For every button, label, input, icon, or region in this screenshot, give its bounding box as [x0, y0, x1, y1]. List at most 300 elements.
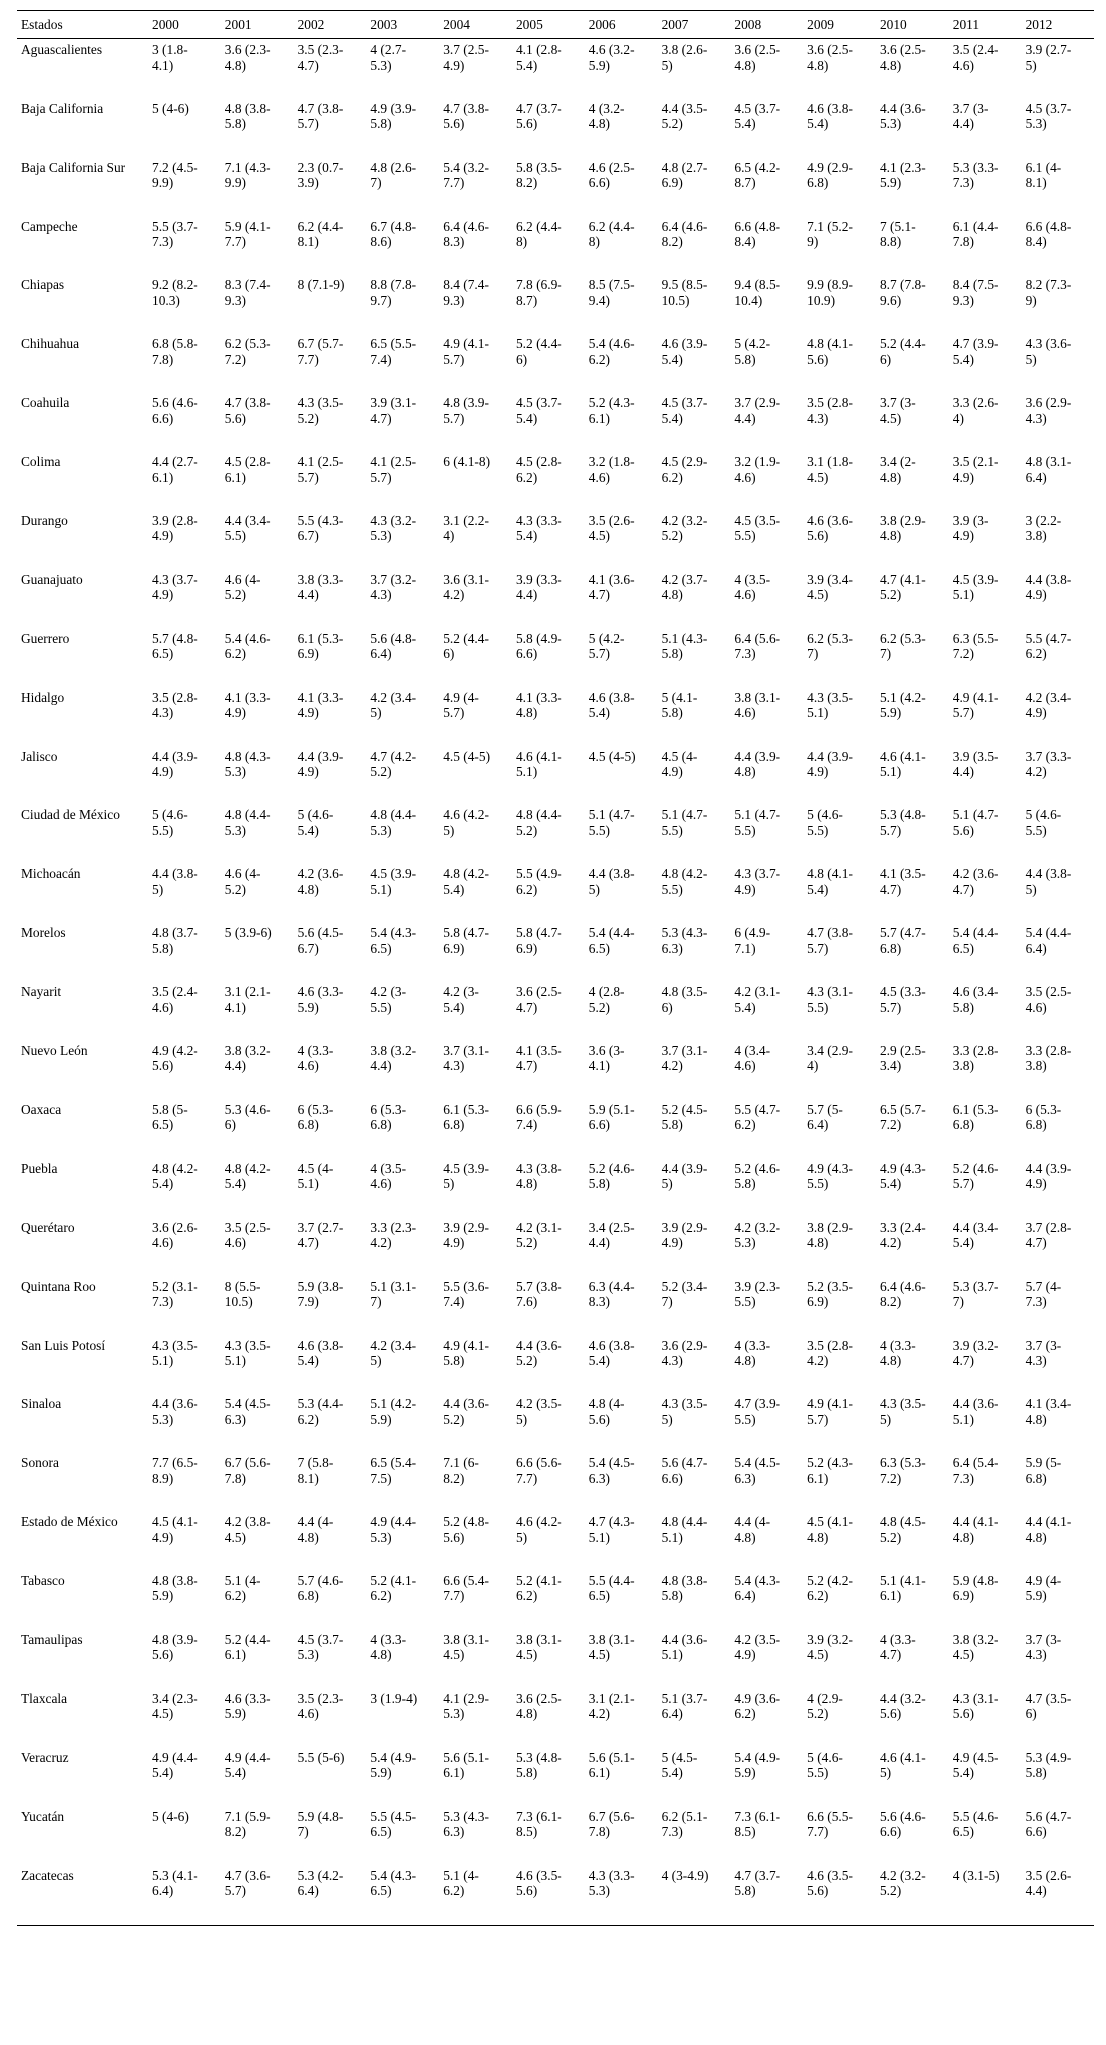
value-text: 4.2 (3.2-5.3) — [734, 1219, 781, 1251]
value-cell — [949, 451, 1022, 510]
value-text: 6 (5.3-6.8) — [370, 1101, 407, 1133]
value-cell — [876, 1629, 949, 1688]
value-text: 4.3 (3.6-5) — [1025, 336, 1072, 367]
value-text: 4.4 (3.8-4.9) — [1025, 571, 1072, 603]
value-cell — [876, 98, 949, 157]
value-text: 3.7 (3-4.5) — [879, 395, 916, 426]
value-cell — [148, 1747, 221, 1806]
value-cell — [1022, 333, 1095, 392]
value-text: 4.3 (3.5-5) — [879, 1396, 926, 1427]
value-text: 4.2 (3.1-5.4) — [734, 984, 781, 1015]
value-text: 4.2 (3.7-4.8) — [661, 571, 708, 603]
value-text: 3.7 (2.9-4.4) — [734, 395, 781, 426]
value-cell — [294, 98, 367, 157]
value-text: 7.2 (4.5-9.9) — [152, 159, 198, 191]
value-cell — [803, 157, 876, 216]
value-cell — [512, 863, 585, 922]
value-text: 4.5 (3.5-5.5) — [734, 513, 781, 544]
value-text: 8.5 (7.5-9.4) — [588, 277, 635, 308]
value-text: 4.3 (3.5-5.1) — [152, 1337, 198, 1368]
value-text: 3.8 (3.2-4.4) — [370, 1043, 417, 1074]
value-cell — [585, 1511, 658, 1570]
state-name-cell: Morelos — [21, 925, 66, 941]
value-cell — [148, 157, 221, 216]
value-cell — [366, 1099, 439, 1158]
value-cell — [366, 157, 439, 216]
value-cell — [148, 628, 221, 687]
value-cell — [1022, 1276, 1095, 1335]
value-text: 4.6 (3.5-5.6) — [515, 1867, 562, 1898]
value-text: 4.6 (3.8-5.4) — [297, 1337, 344, 1368]
value-text: 5.2 (4.8-5.6) — [443, 1514, 489, 1545]
value-text: 6.5 (5.7-7.2) — [879, 1101, 926, 1133]
value-text: 3.5 (2.8-4.3) — [807, 395, 853, 426]
value-cell — [439, 274, 512, 333]
value-text: 4.4 (3.4-5.4) — [952, 1219, 999, 1251]
value-text: 3.7 (3.3-4.2) — [1025, 748, 1072, 779]
value-text: 4.7 (4.2-5.2) — [370, 748, 417, 779]
value-text: 4.8 (4.2-5.4) — [224, 1160, 271, 1192]
value-text: 3.3 (2.6-4) — [952, 395, 999, 426]
value-text: 5 (4.2-5.8) — [734, 336, 771, 367]
value-text: 5.3 (3.7-7) — [952, 1278, 999, 1310]
value-text: 4.7 (3.7-5.6) — [515, 100, 562, 132]
value-cell — [512, 1452, 585, 1511]
value-text: 6.2 (4.4-8) — [515, 218, 562, 249]
value-text: 3.9 (2.9-4.9) — [661, 1219, 708, 1251]
value-text: 4.4 (3.9-4.9) — [152, 748, 198, 779]
value-cell — [512, 1393, 585, 1452]
value-text: 4.8 (4.4-5.2) — [515, 807, 562, 838]
value-cell — [585, 216, 658, 275]
value-text: 3.6 (3.1-4.2) — [443, 571, 489, 603]
state-name-cell: Campeche — [21, 218, 78, 234]
table-row — [17, 1452, 1094, 1511]
value-cell — [512, 1276, 585, 1335]
value-text: 3.9 (3.2-4.7) — [952, 1337, 999, 1368]
value-cell — [439, 687, 512, 746]
value-cell — [512, 981, 585, 1040]
value-cell — [294, 863, 367, 922]
value-cell — [221, 274, 294, 333]
value-cell — [730, 863, 803, 922]
value-text: 3 (1.8-4.1) — [152, 42, 188, 73]
value-text: 6.2 (5.3-7) — [807, 630, 853, 662]
value-cell — [1022, 39, 1095, 98]
value-cell — [294, 746, 367, 805]
table-row — [17, 157, 1094, 216]
value-text: 5.3 (4.8-5.8) — [515, 1749, 562, 1781]
value-text: 3.4 (2-4.8) — [879, 454, 916, 485]
value-text: 4 (3.4-4.6) — [734, 1043, 771, 1074]
column-header-year: 2004 — [439, 11, 512, 39]
value-cell — [876, 746, 949, 805]
value-text: 4.1 (3.3-4.9) — [297, 689, 344, 721]
value-cell — [512, 157, 585, 216]
value-cell — [366, 510, 439, 569]
value-cell — [512, 1688, 585, 1747]
value-text: 3.7 (3-4.3) — [1025, 1337, 1062, 1368]
value-text: 5.4 (4.6-6.2) — [224, 630, 271, 662]
value-text: 4.4 (3.5-5.2) — [661, 100, 708, 132]
value-cell — [512, 510, 585, 569]
value-text: 3.8 (3.1-4.5) — [515, 1631, 562, 1663]
column-header-year: 2001 — [221, 11, 294, 39]
value-text: 5.9 (3.8-7.9) — [297, 1278, 344, 1310]
value-cell — [221, 216, 294, 275]
value-cell — [366, 1158, 439, 1217]
value-text: 3.8 (3.1-4.5) — [588, 1631, 635, 1663]
value-cell — [585, 98, 658, 157]
value-text: 4.1 (3.3-4.9) — [224, 689, 271, 721]
value-text: 4.8 (4.2-5.4) — [443, 866, 489, 897]
value-text: 4.3 (3.5-5.1) — [807, 689, 853, 721]
state-name-cell: Tamaulipas — [21, 1631, 83, 1647]
table-row — [17, 451, 1094, 510]
value-cell — [148, 1217, 221, 1276]
value-text: 4.4 (3.9-4.9) — [297, 748, 344, 779]
value-cell — [148, 1629, 221, 1688]
value-cell — [1022, 1688, 1095, 1747]
value-cell — [439, 157, 512, 216]
value-cell — [949, 157, 1022, 216]
value-cell — [366, 1806, 439, 1865]
value-cell — [294, 1393, 367, 1452]
value-cell — [366, 1629, 439, 1688]
value-cell — [876, 1452, 949, 1511]
state-name-cell: Nayarit — [21, 984, 62, 1000]
value-text: 5.8 (4.7-6.9) — [443, 925, 489, 956]
value-text: 5.2 (4.4-6) — [443, 630, 489, 662]
value-cell — [730, 1158, 803, 1217]
value-cell — [512, 216, 585, 275]
value-cell — [803, 1688, 876, 1747]
value-cell — [439, 863, 512, 922]
value-text: 4.1 (2.3-5.9) — [879, 159, 926, 191]
value-text: 9.4 (8.5-10.4) — [734, 277, 781, 308]
value-text: 3.3 (2.8-3.8) — [952, 1043, 999, 1074]
table-row — [17, 1629, 1094, 1688]
value-text: 5.7 (4.8-6.5) — [152, 630, 198, 662]
value-text: 7.1 (5.2-9) — [807, 218, 853, 249]
value-cell — [585, 510, 658, 569]
value-text: 4.6 (3.8-5.4) — [588, 689, 635, 721]
value-text: 4.2 (3.4-5) — [370, 1337, 417, 1368]
value-cell — [730, 392, 803, 451]
table-row — [17, 1040, 1094, 1099]
value-cell — [730, 39, 803, 98]
value-text: 4.6 (3.8-5.4) — [807, 100, 853, 132]
value-text: 3.6 (2.5-4.8) — [734, 42, 781, 73]
value-cell — [949, 1747, 1022, 1806]
value-text: 4.8 (4.2-5.5) — [661, 866, 708, 897]
value-text: 5 (4.6-5.5) — [807, 807, 843, 838]
value-text: 7.1 (6-8.2) — [443, 1455, 479, 1486]
value-text: 4.2 (3-5.4) — [443, 984, 479, 1015]
value-text: 9.2 (8.2-10.3) — [152, 277, 198, 308]
value-text: 4.5 (2.9-6.2) — [661, 454, 708, 485]
value-cell — [876, 804, 949, 863]
value-text: 4.4 (4-4.8) — [734, 1514, 771, 1545]
value-text: 4.9 (4.4-5.4) — [152, 1749, 198, 1781]
value-cell — [730, 687, 803, 746]
column-header-year: 2009 — [803, 11, 876, 39]
value-cell — [221, 451, 294, 510]
state-name-cell: Michoacán — [21, 866, 81, 882]
value-cell — [439, 1099, 512, 1158]
value-text: 4.7 (4.1-5.2) — [879, 571, 926, 603]
value-cell — [949, 1217, 1022, 1276]
state-name-cell: Quintana Roo — [21, 1278, 96, 1294]
value-text: 3.8 (2.9-4.8) — [807, 1219, 853, 1251]
value-cell — [294, 1806, 367, 1865]
value-cell — [148, 922, 221, 981]
value-cell — [585, 1099, 658, 1158]
state-name-cell: Baja California Sur — [21, 159, 126, 175]
value-cell — [585, 1040, 658, 1099]
value-cell — [148, 1393, 221, 1452]
value-cell — [148, 274, 221, 333]
value-cell — [803, 451, 876, 510]
value-cell — [148, 1688, 221, 1747]
value-cell — [585, 687, 658, 746]
state-name-cell: Hidalgo — [21, 689, 65, 705]
value-cell — [803, 687, 876, 746]
value-text: 5.3 (4.1-6.4) — [152, 1867, 198, 1898]
value-cell — [148, 333, 221, 392]
value-cell — [366, 804, 439, 863]
value-text: 5.8 (4.7-6.9) — [515, 925, 562, 956]
value-text: 4.7 (3.8-5.6) — [224, 395, 271, 426]
value-cell — [949, 333, 1022, 392]
value-text: 4.4 (3.9-4.9) — [1025, 1160, 1072, 1192]
column-header-year: 2007 — [658, 11, 731, 39]
value-text: 5.6 (4.5-6.7) — [297, 925, 344, 956]
table-row — [17, 863, 1094, 922]
data-table — [17, 10, 1094, 1926]
value-cell — [803, 628, 876, 687]
value-cell — [148, 98, 221, 157]
value-cell — [876, 1217, 949, 1276]
value-cell — [585, 1688, 658, 1747]
value-text: 5.1 (4.3-5.8) — [661, 630, 708, 662]
value-text: 4.4 (3.6-5.3) — [879, 100, 926, 132]
value-text: 4.2 (3-5.5) — [370, 984, 407, 1015]
value-cell — [876, 333, 949, 392]
value-cell — [585, 922, 658, 981]
value-text: 3 (2.2-3.8) — [1025, 513, 1062, 544]
value-text: 4.5 (3.7-5.3) — [1025, 100, 1072, 132]
value-cell — [876, 1806, 949, 1865]
value-cell — [803, 1335, 876, 1394]
value-cell — [221, 804, 294, 863]
value-cell — [439, 1158, 512, 1217]
value-cell — [585, 863, 658, 922]
value-cell — [366, 333, 439, 392]
value-text: 4.8 (3.9-5.7) — [443, 395, 489, 426]
value-text: 3.8 (3.3-4.4) — [297, 571, 344, 603]
value-text: 4.7 (3.9-5.5) — [734, 1396, 781, 1427]
value-text: 5.5 (4.4-6.5) — [588, 1573, 635, 1604]
value-text: 3.8 (2.9-4.8) — [879, 513, 926, 544]
table-row — [17, 1099, 1094, 1158]
value-cell — [512, 1335, 585, 1394]
value-cell — [658, 1806, 731, 1865]
value-cell — [1022, 1865, 1095, 1926]
state-name-cell: Sinaloa — [21, 1396, 62, 1412]
value-cell — [148, 216, 221, 275]
value-cell — [949, 98, 1022, 157]
value-cell — [803, 1217, 876, 1276]
value-text: 4.8 (2.7-6.9) — [661, 159, 708, 191]
value-text: 3.7 (3-4.4) — [952, 100, 989, 132]
value-text: 4.3 (3.1-5.6) — [952, 1690, 999, 1722]
value-cell — [1022, 1040, 1095, 1099]
value-cell — [585, 981, 658, 1040]
value-text: 5.5 (4.7-6.2) — [1025, 630, 1072, 662]
value-text: 5.4 (4.4-6.5) — [588, 925, 635, 956]
value-cell — [148, 746, 221, 805]
value-text: 5.3 (4.3-6.3) — [443, 1808, 489, 1840]
value-cell — [148, 569, 221, 628]
value-cell — [949, 274, 1022, 333]
value-text: 4.3 (3.1-5.5) — [807, 984, 853, 1015]
value-cell — [803, 1452, 876, 1511]
value-cell — [730, 569, 803, 628]
value-text: 5.4 (4.9-5.9) — [370, 1749, 417, 1781]
value-text: 4.7 (4.3-5.1) — [588, 1514, 635, 1545]
value-text: 6.6 (5.6-7.7) — [515, 1455, 562, 1486]
value-cell — [658, 1629, 731, 1688]
value-text: 4.6 (4.1-5) — [879, 1749, 926, 1781]
value-text: 5 (4.6-5.5) — [807, 1749, 843, 1781]
value-cell — [803, 98, 876, 157]
value-text: 4.9 (4-5.9) — [1025, 1573, 1062, 1604]
value-cell — [221, 1806, 294, 1865]
value-cell — [221, 981, 294, 1040]
value-cell — [730, 1217, 803, 1276]
state-name-cell: Yucatán — [21, 1808, 65, 1824]
value-cell — [1022, 1747, 1095, 1806]
value-text: 4.3 (3.5-5) — [661, 1396, 708, 1427]
value-text: 4.4 (3.8-5) — [1025, 866, 1072, 897]
column-header-year: 2011 — [949, 11, 1022, 39]
value-text: 4.6 (3.2-5.9) — [588, 42, 635, 73]
value-cell — [439, 804, 512, 863]
value-text: 4.1 (2.5-5.7) — [370, 454, 417, 485]
value-text: 4 (3-4.9) — [661, 1867, 709, 1883]
state-name-cell: Guanajuato — [21, 571, 83, 587]
value-cell — [585, 1335, 658, 1394]
value-cell — [949, 1629, 1022, 1688]
value-cell — [512, 569, 585, 628]
value-cell — [803, 1570, 876, 1629]
value-text: 7.1 (5.9-8.2) — [224, 1808, 271, 1840]
value-cell — [949, 1570, 1022, 1629]
value-cell — [366, 1747, 439, 1806]
value-text: 3.5 (2.3-4.7) — [297, 42, 344, 73]
state-name-cell: Oaxaca — [21, 1101, 62, 1117]
value-text: 6.6 (5.9-7.4) — [515, 1101, 562, 1133]
value-text: 3.4 (2.5-4.4) — [588, 1219, 635, 1251]
value-cell — [1022, 804, 1095, 863]
value-text: 8.7 (7.8-9.6) — [879, 277, 926, 308]
value-text: 4.1 (3.5-4.7) — [515, 1043, 562, 1074]
value-text: 4.4 (3.9-5) — [661, 1160, 708, 1192]
value-cell — [803, 863, 876, 922]
value-cell — [366, 628, 439, 687]
value-cell — [366, 1570, 439, 1629]
value-text: 7.3 (6.1-8.5) — [515, 1808, 562, 1840]
value-cell — [585, 39, 658, 98]
value-cell — [876, 1865, 949, 1926]
value-cell — [658, 1335, 731, 1394]
value-text: 4 (2.8-5.2) — [588, 984, 625, 1015]
value-text: 4.1 (3.6-4.7) — [588, 571, 635, 603]
value-cell — [294, 569, 367, 628]
value-cell — [1022, 157, 1095, 216]
value-cell — [1022, 274, 1095, 333]
value-cell — [221, 1865, 294, 1926]
value-cell — [439, 922, 512, 981]
value-text: 7.8 (6.9-8.7) — [515, 277, 562, 308]
value-text: 3.3 (2.8-3.8) — [1025, 1043, 1072, 1074]
value-cell — [585, 392, 658, 451]
value-cell — [294, 922, 367, 981]
table-row — [17, 628, 1094, 687]
value-cell — [876, 863, 949, 922]
value-text: 4.4 (4-4.8) — [297, 1514, 334, 1545]
value-cell — [730, 1335, 803, 1394]
value-text: 5.8 (3.5-8.2) — [515, 159, 562, 191]
value-cell — [512, 98, 585, 157]
value-cell — [585, 1276, 658, 1335]
value-text: 4.8 (3.8-5.8) — [661, 1573, 708, 1604]
table-body — [17, 39, 1094, 1926]
value-text: 4.4 (3.9-4.9) — [807, 748, 853, 779]
value-cell — [949, 628, 1022, 687]
value-text: 5.2 (4.6-5.8) — [734, 1160, 781, 1192]
value-cell — [439, 216, 512, 275]
value-cell — [658, 510, 731, 569]
value-text: 4.4 (3.2-5.6) — [879, 1690, 926, 1722]
value-cell — [876, 1158, 949, 1217]
value-text: 5.3 (3.3-7.3) — [952, 159, 999, 191]
value-cell — [439, 392, 512, 451]
value-text: 6.1 (5.3-6.8) — [952, 1101, 999, 1133]
value-text: 4.9 (4-5.7) — [443, 689, 479, 721]
value-text: 4.2 (3.8-4.5) — [224, 1514, 271, 1545]
value-cell — [730, 274, 803, 333]
value-text: 4.2 (3.4-5) — [370, 689, 417, 721]
value-text: 3.9 (2.9-4.9) — [443, 1219, 489, 1251]
value-cell — [148, 1511, 221, 1570]
value-cell — [148, 687, 221, 746]
value-text: 4 (3.5-4.6) — [370, 1160, 407, 1192]
value-text: 4.7 (3.7-5.8) — [734, 1867, 781, 1898]
value-cell — [803, 1276, 876, 1335]
value-text: 8 (5.5-10.5) — [224, 1278, 261, 1310]
value-text: 5.6 (4.8-6.4) — [370, 630, 417, 662]
value-cell — [512, 39, 585, 98]
value-text: 3.8 (3.2-4.4) — [224, 1043, 271, 1074]
value-cell — [512, 1099, 585, 1158]
value-text: 5.6 (4.7-6.6) — [661, 1455, 708, 1486]
value-cell — [1022, 216, 1095, 275]
value-text: 3.9 (3.3-4.4) — [515, 571, 562, 603]
value-cell — [949, 216, 1022, 275]
value-cell — [221, 1629, 294, 1688]
